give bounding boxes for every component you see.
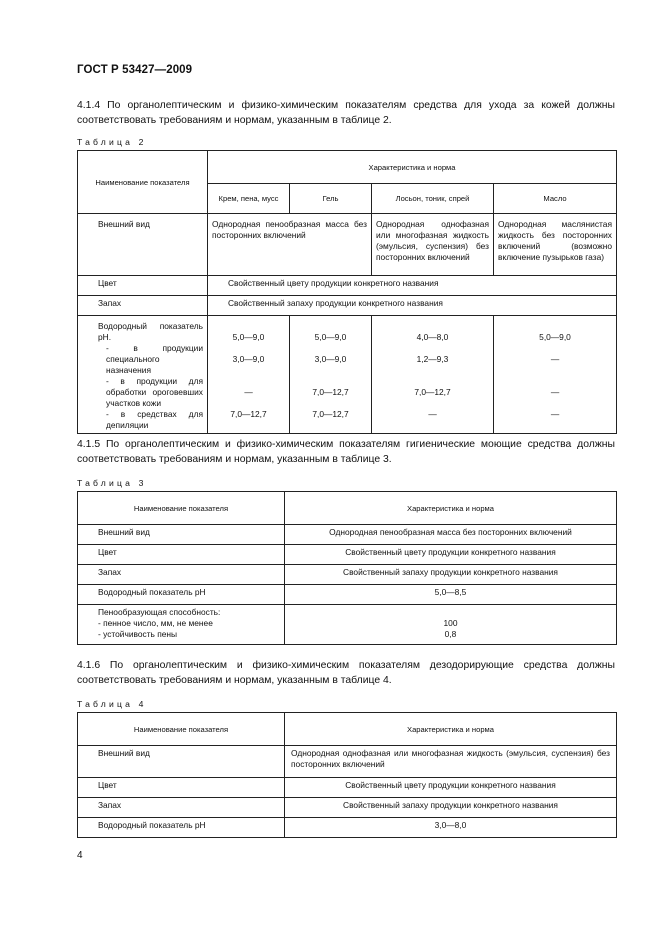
t3-foam-values <box>285 605 617 645</box>
t2-ph-gel-2: 7,0—12,7 <box>312 387 349 397</box>
t2-ph-col-gel <box>290 316 372 434</box>
table-4 <box>77 712 617 838</box>
t2-ph-label-main: Водородный показатель рН. <box>98 321 203 342</box>
t2-ph-col-lotion <box>372 316 494 434</box>
t2-ph-label-keratin: - в продукции для обработки ороговевших участков кожи <box>106 376 203 408</box>
t2-ph-cream-0: 5,0—9,0 <box>232 332 265 342</box>
t3-foam-label-stability: - устойчивость пены <box>98 629 178 639</box>
t2-ph-lotion-2: 7,0—12,7 <box>414 387 451 397</box>
t2-col-oil: Масло <box>494 184 617 214</box>
t2-color-value: Свойственный цвету продукции конкретного названия <box>208 276 617 296</box>
t4-row-value: 3,0—8,0 <box>285 818 617 838</box>
t2-ph-cream-2: — <box>244 387 253 397</box>
t3-foam-label-number: - пенное число, мм, не менее <box>98 618 213 628</box>
t2-ph-label-depilation: - в средствах для депиляции <box>106 409 203 430</box>
t3-row-value: 5,0—8,5 <box>285 585 617 605</box>
t3-foam-number-value: 100 <box>443 618 458 628</box>
t3-foam-labels <box>78 605 285 645</box>
t2-ph-lotion-0: 4,0—8,0 <box>416 332 449 342</box>
t2-appearance-lotion: Однородная однофазная или многофазная жидкость (эмульсия, суспензия) без посторонних включений <box>372 214 494 276</box>
t3-row-value: Свойственный цвету продукции конкретного названия <box>285 545 617 565</box>
t2-color-name: Цвет <box>78 276 208 296</box>
t4-row-value: Свойственный цвету продукции конкретного названия <box>285 778 617 798</box>
t2-ph-cream-3: 7,0—12,7 <box>230 409 267 419</box>
t4-row-value: Однородная однофазная или многофазная жидкость (эмульсия, суспензия) без посторонних включений <box>285 746 617 778</box>
t4-head-char: Характеристика и норма <box>285 713 617 746</box>
t3-foam-stability-value: 0,8 <box>444 629 457 639</box>
t2-col-lotion: Лосьон, тоник, спрей <box>372 184 494 214</box>
t2-ph-labels <box>78 316 208 434</box>
t2-smell-name: Запах <box>78 296 208 316</box>
t3-foam-title: Пенообразующая способность: <box>98 607 221 617</box>
t3-head-char: Характеристика и норма <box>285 492 617 525</box>
t3-row-name: Запах <box>78 565 285 585</box>
t2-smell-value: Свойственный запаху продукции конкретного названия <box>208 296 617 316</box>
t3-head-name: Наименование показателя <box>78 492 285 525</box>
t4-row-name: Водородный показатель рН <box>78 818 285 838</box>
table-3-caption: Таблица 3 <box>77 478 147 488</box>
page-number: 4 <box>77 850 83 861</box>
t3-row-value: Однородная пенообразная масса без посторонних включений <box>285 525 617 545</box>
t2-ph-oil-2: — <box>550 387 560 397</box>
t4-row-name: Внешний вид <box>78 746 285 778</box>
t2-col-cream: Крем, пена, мусс <box>208 184 290 214</box>
t2-ph-lotion-3: — <box>428 409 437 419</box>
table-2 <box>77 150 617 434</box>
t2-col-gel: Гель <box>290 184 372 214</box>
t3-row-name: Внешний вид <box>78 525 285 545</box>
t2-ph-col-cream <box>208 316 290 434</box>
t4-row-name: Запах <box>78 798 285 818</box>
t2-ph-gel-3: 7,0—12,7 <box>312 409 349 419</box>
t4-head-name: Наименование показателя <box>78 713 285 746</box>
t2-ph-lotion-1: 1,2—9,3 <box>416 354 449 364</box>
table-4-caption: Таблица 4 <box>77 699 147 709</box>
t2-ph-oil-0: 5,0—9,0 <box>539 332 571 342</box>
t2-ph-cream-1: 3,0—9,0 <box>232 354 265 364</box>
t2-appearance-cream-gel: Однородная пенообразная масса без посторонних включений <box>208 214 372 276</box>
table-2-caption: Таблица 2 <box>77 137 147 147</box>
t2-ph-oil-3: — <box>550 409 560 419</box>
t2-ph-oil-1: — <box>550 354 560 364</box>
paragraph-4-1-4: 4.1.4 По органолептическим и физико-химическим показателям средства для ухода за кожей должны соответствовать требованиям и нормам, указанным в таблице 2. <box>77 100 615 126</box>
t2-head-name: Наименование показателя <box>78 151 208 214</box>
t2-ph-col-oil <box>494 316 617 434</box>
table-3 <box>77 491 617 645</box>
t3-row-name: Цвет <box>78 545 285 565</box>
t2-head-char: Характеристика и норма <box>208 151 617 184</box>
t3-row-value: Свойственный запаху продукции конкретного названия <box>285 565 617 585</box>
paragraph-4-1-6: 4.1.6 По органолептическим и физико-химическим показателям дезодорирующие средства должны соответствовать требованиям и нормам, указанным в таблице 4. <box>77 660 615 686</box>
t2-appearance-oil: Однородная маслянистая жидкость без посторонних включений (возможно включение пузырьков газа) <box>494 214 617 276</box>
paragraph-4-1-5: 4.1.5 По органолептическим и физико-химическим показателям гигиенические моющие средства должны соответствовать требованиям и нормам, указанным в таблице 3. <box>77 439 615 465</box>
t4-row-value: Свойственный запаху продукции конкретного названия <box>285 798 617 818</box>
t3-row-name: Водородный показатель рН <box>78 585 285 605</box>
t2-ph-gel-1: 3,0—9,0 <box>314 354 347 364</box>
t2-ph-label-special: - в продукции специального назначения <box>106 343 203 375</box>
t4-row-name: Цвет <box>78 778 285 798</box>
document-header: ГОСТ Р 53427—2009 <box>77 64 193 76</box>
t2-ph-gel-0: 5,0—9,0 <box>314 332 347 342</box>
t2-appearance-name: Внешний вид <box>78 214 208 276</box>
